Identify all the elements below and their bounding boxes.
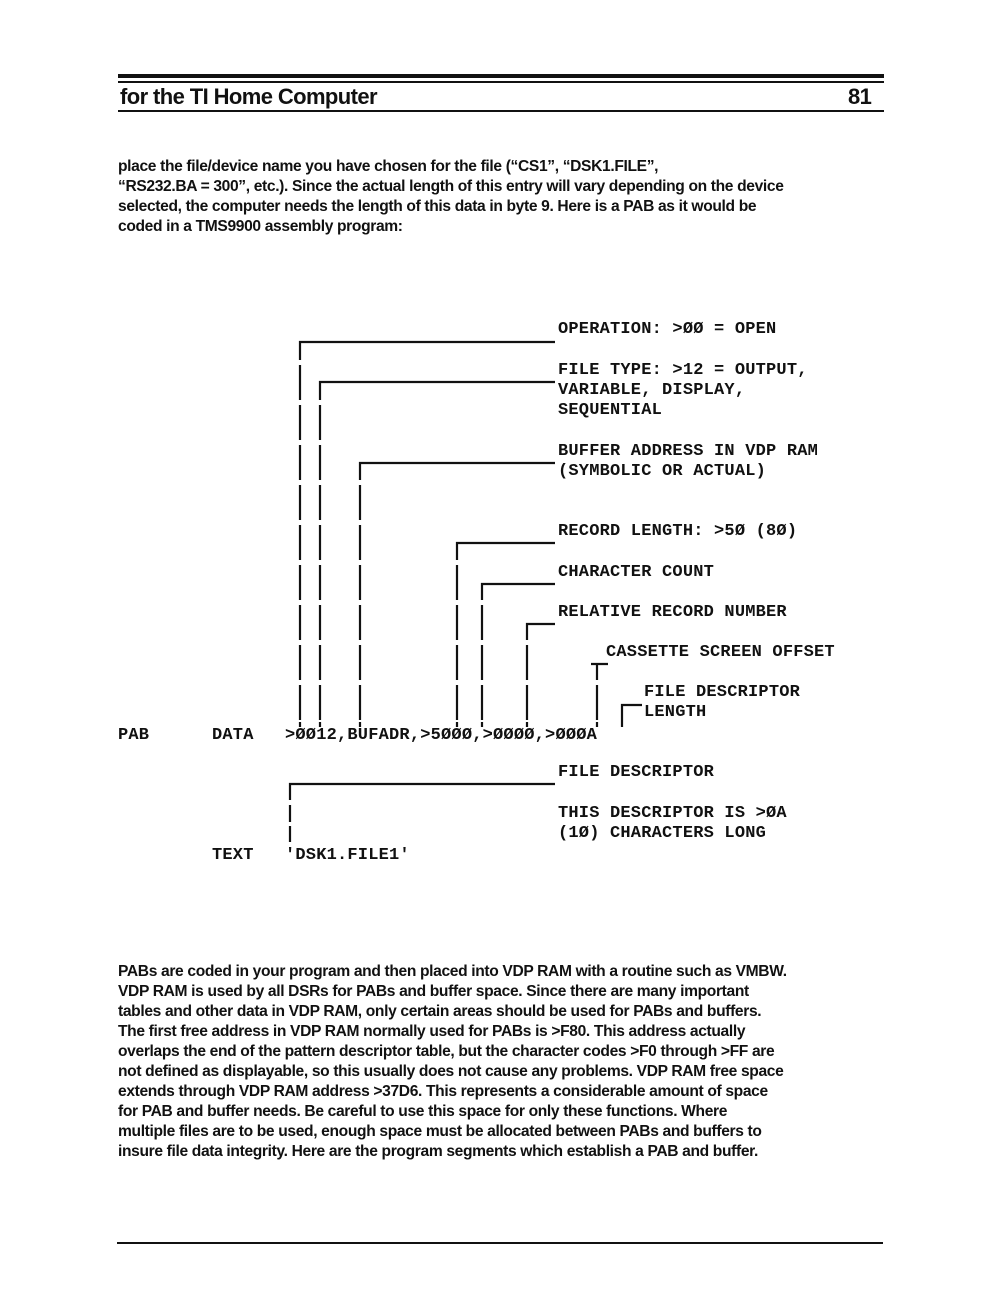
body-line: not defined as displayable, so this usually does not cause any problems. VDP RAM free space — [118, 1063, 784, 1080]
intro-line: place the file/device name you have chosen for the file (“CS1”, “DSK1.FILE”, — [118, 158, 659, 175]
body-line: VDP RAM is used by all DSRs for PABs and buffer space. Since there are many important — [118, 983, 749, 1000]
code-label-pab: PAB — [118, 726, 150, 745]
annotation-file-type-line3: SEQUENTIAL — [558, 401, 663, 420]
intro-line: “RS232.BA = 300”, etc.). Since the actual length of this entry will vary depending on the device — [118, 178, 784, 195]
connector-record-length — [457, 543, 555, 727]
annotation-character-count: CHARACTER COUNT — [558, 563, 715, 582]
annotation-relative-record: RELATIVE RECORD NUMBER — [558, 603, 787, 622]
body-paragraph — [118, 962, 898, 1162]
annotation-fd-length-line2: LENGTH — [644, 703, 707, 722]
annotation-descriptor-note-line1: THIS DESCRIPTOR IS >ØA — [558, 804, 787, 823]
body-line: PABs are coded in your program and then placed into VDP RAM with a routine such as VMBW. — [118, 963, 787, 980]
body-line: tables and other data in VDP RAM, only certain areas should be used for PABs and buffers. — [118, 1003, 762, 1020]
body-line: for PAB and buffer needs. Be careful to use this space for only these functions. Where — [118, 1103, 728, 1120]
connector-cassette-offset — [591, 664, 608, 727]
connector-fd-length — [622, 705, 642, 727]
code-directive-data: DATA — [212, 726, 254, 745]
running-header-title: for the TI Home Computer — [120, 84, 377, 109]
annotation-buffer-line2: (SYMBOLIC OR ACTUAL) — [558, 462, 767, 481]
annotation-descriptor-note-line2: (1Ø) CHARACTERS LONG — [558, 824, 767, 843]
annotation-buffer-line1: BUFFER ADDRESS IN VDP RAM — [558, 442, 819, 461]
intro-line: selected, the computer needs the length of this data in byte 9. Here is a PAB as it would be — [118, 198, 757, 215]
body-line: extends through VDP RAM address >37D6. This represents a considerable amount of space — [118, 1083, 768, 1100]
footer-rule — [117, 1242, 883, 1244]
connector-character-count — [482, 584, 555, 727]
annotation-operation: OPERATION: >ØØ = OPEN — [558, 320, 777, 339]
page-number: 81 — [848, 84, 872, 109]
connector-file-type — [320, 382, 555, 727]
code-data-operand: >ØØ12,BUFADR,>5ØØØ,>ØØØØ,>ØØØA — [285, 726, 598, 745]
annotation-file-type-line2: VARIABLE, DISPLAY, — [558, 381, 746, 400]
connector-file-descriptor — [290, 784, 555, 842]
connector-operation — [300, 342, 555, 727]
code-text-operand: 'DSK1.FILE1' — [285, 846, 410, 865]
body-line: The first free address in VDP RAM normally used for PABs is >F80. This address actually — [118, 1023, 746, 1040]
intro-line: coded in a TMS9900 assembly program: — [118, 218, 403, 235]
annotation-file-type-line1: FILE TYPE: >12 = OUTPUT, — [558, 361, 808, 380]
annotation-file-descriptor: FILE DESCRIPTOR — [558, 763, 715, 782]
annotation-cassette-offset: CASSETTE SCREEN OFFSET — [606, 643, 835, 662]
body-line: multiple files are to be used, enough space must be allocated between PABs and buffers to — [118, 1123, 762, 1140]
body-line: overlaps the end of the pattern descriptor table, but the character codes >F0 through >FF are — [118, 1043, 775, 1060]
annotation-fd-length-line1: FILE DESCRIPTOR — [644, 683, 801, 702]
code-directive-text: TEXT — [212, 846, 254, 865]
connector-relative-record — [527, 624, 555, 727]
body-line: insure file data integrity. Here are the program segments which establish a PAB and buffer. — [118, 1143, 759, 1160]
annotation-record-length: RECORD LENGTH: >5Ø (8Ø) — [558, 522, 798, 541]
